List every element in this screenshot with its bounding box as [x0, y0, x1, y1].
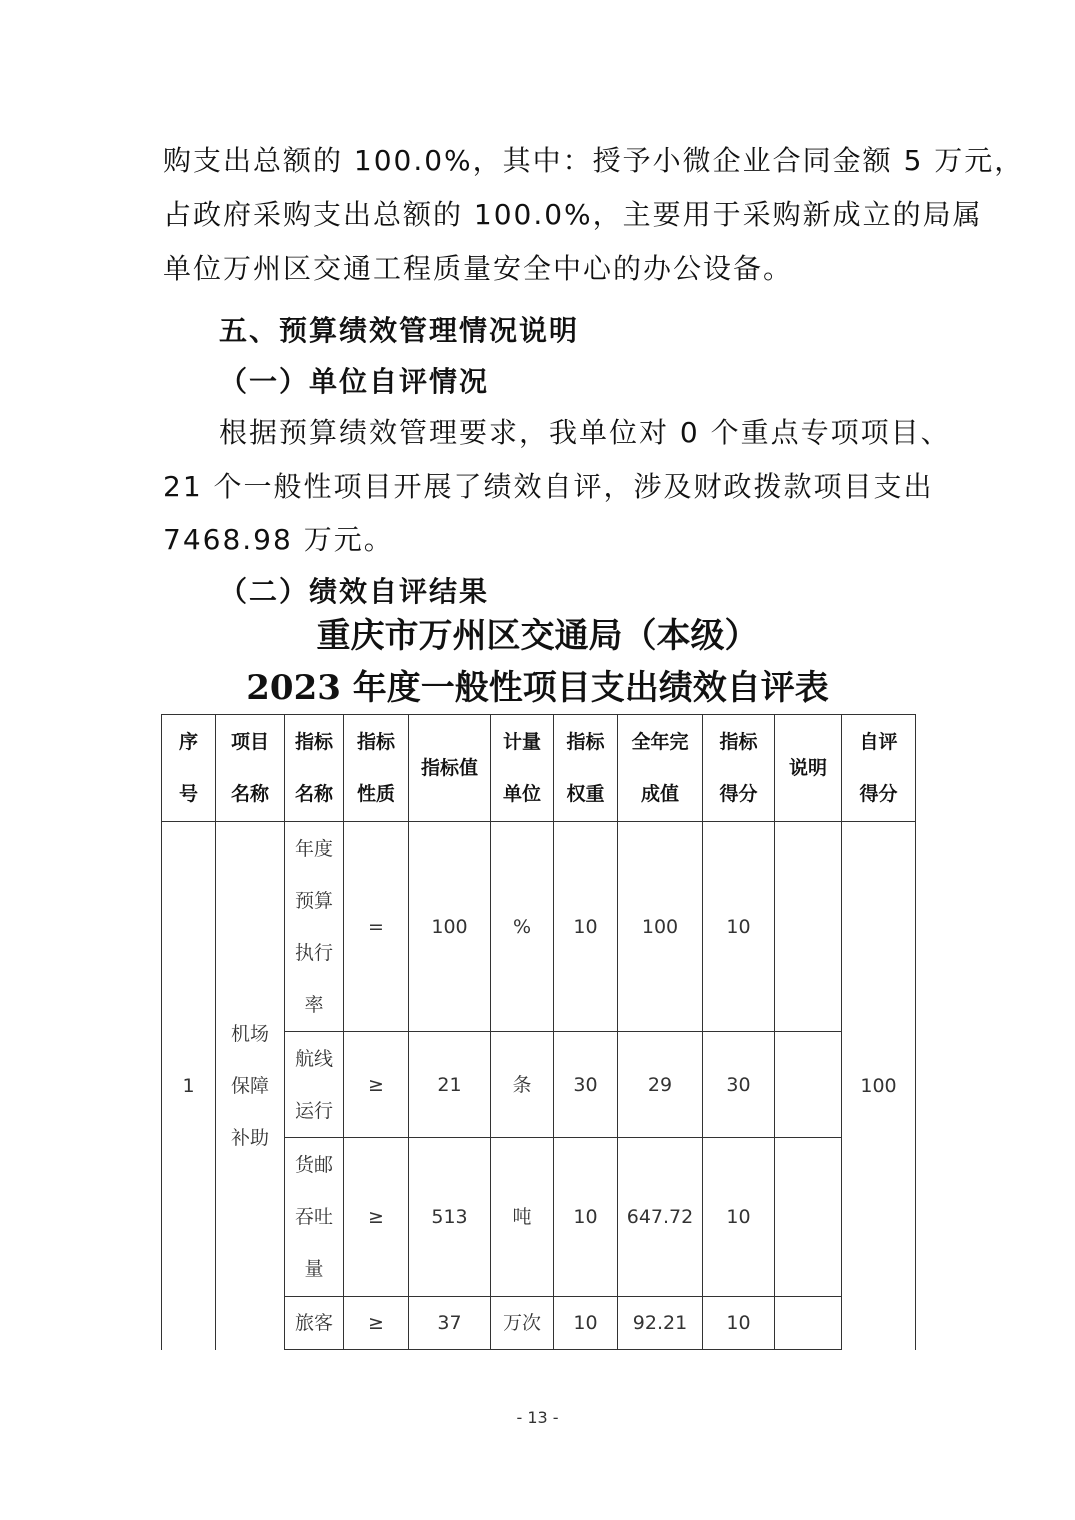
paragraph-line: 21 个一般性项目开展了绩效自评，涉及财政拨款项目支出	[163, 470, 934, 503]
indicator-unit: %	[491, 822, 554, 1032]
indicator-weight: 30	[554, 1032, 618, 1138]
indicator-note	[775, 822, 842, 1032]
indicator-weight: 10	[554, 822, 618, 1032]
indicator-score: 10	[703, 822, 775, 1032]
indicator-actual: 100	[618, 822, 703, 1032]
indicator-name: 年度 预算 执行 率	[285, 822, 344, 1032]
indicator-nature: =	[344, 822, 409, 1032]
project-name: 机场 保障 补助	[216, 822, 285, 1350]
indicator-nature: ≥	[344, 1032, 409, 1138]
table-row	[162, 822, 916, 1032]
indicator-note	[775, 1297, 842, 1350]
header-unit: 计量 单位	[491, 715, 554, 822]
performance-table	[161, 714, 916, 1350]
header-indicator-nature: 指标 性质	[344, 715, 409, 822]
header-indicator-value: 指标值	[409, 715, 491, 822]
indicator-value: 100	[409, 822, 491, 1032]
header-indicator-score: 指标 得分	[703, 715, 775, 822]
indicator-actual: 92.21	[618, 1297, 703, 1350]
header-project-name: 项目 名称	[216, 715, 285, 822]
table-title: 重庆市万州区交通局（本级）	[316, 616, 759, 656]
indicator-name: 旅客	[285, 1297, 344, 1350]
indicator-value: 513	[409, 1138, 491, 1297]
indicator-score: 10	[703, 1138, 775, 1297]
paragraph-line: 购支出总额的 100.0%，其中：授予小微企业合同金额 5 万元，	[163, 144, 1025, 177]
indicator-actual: 29	[618, 1032, 703, 1138]
header-actual: 全年完 成值	[618, 715, 703, 822]
indicator-unit: 吨	[491, 1138, 554, 1297]
indicator-value: 37	[409, 1297, 491, 1350]
indicator-unit: 万次	[491, 1297, 554, 1350]
header-weight: 指标 权重	[554, 715, 618, 822]
indicator-name: 货邮 吞吐 量	[285, 1138, 344, 1297]
table-subtitle: 2023 年度一般性项目支出绩效自评表	[246, 668, 829, 708]
paragraph-line: 占政府采购支出总额的 100.0%，主要用于采购新成立的局属	[163, 198, 983, 231]
subsection-heading: （一）单位自评情况	[219, 365, 490, 398]
paragraph-line: 7468.98 万元。	[163, 523, 394, 556]
indicator-score: 30	[703, 1032, 775, 1138]
indicator-actual: 647.72	[618, 1138, 703, 1297]
indicator-note	[775, 1032, 842, 1138]
paragraph-line: 单位万州区交通工程质量安全中心的办公设备。	[163, 252, 794, 285]
indicator-nature: ≥	[344, 1297, 409, 1350]
indicator-weight: 10	[554, 1138, 618, 1297]
table-header-row	[162, 715, 916, 822]
indicator-note	[775, 1138, 842, 1297]
header-indicator-name: 指标 名称	[285, 715, 344, 822]
indicator-weight: 10	[554, 1297, 618, 1350]
indicator-name: 航线 运行	[285, 1032, 344, 1138]
indicator-nature: ≥	[344, 1138, 409, 1297]
indicator-unit: 条	[491, 1032, 554, 1138]
header-note: 说明	[775, 715, 842, 822]
page-number: - 13 -	[516, 1408, 559, 1427]
subsection-heading: （二）绩效自评结果	[219, 575, 490, 608]
project-seq: 1	[162, 822, 216, 1350]
section-heading: 五、预算绩效管理情况说明	[219, 314, 580, 347]
indicator-value: 21	[409, 1032, 491, 1138]
header-self-score: 自评 得分	[842, 715, 916, 822]
paragraph-line: 根据预算绩效管理要求，我单位对 0 个重点专项项目、	[219, 416, 951, 449]
header-seq: 序 号	[162, 715, 216, 822]
indicator-score: 10	[703, 1297, 775, 1350]
project-self-score: 100	[842, 822, 916, 1350]
